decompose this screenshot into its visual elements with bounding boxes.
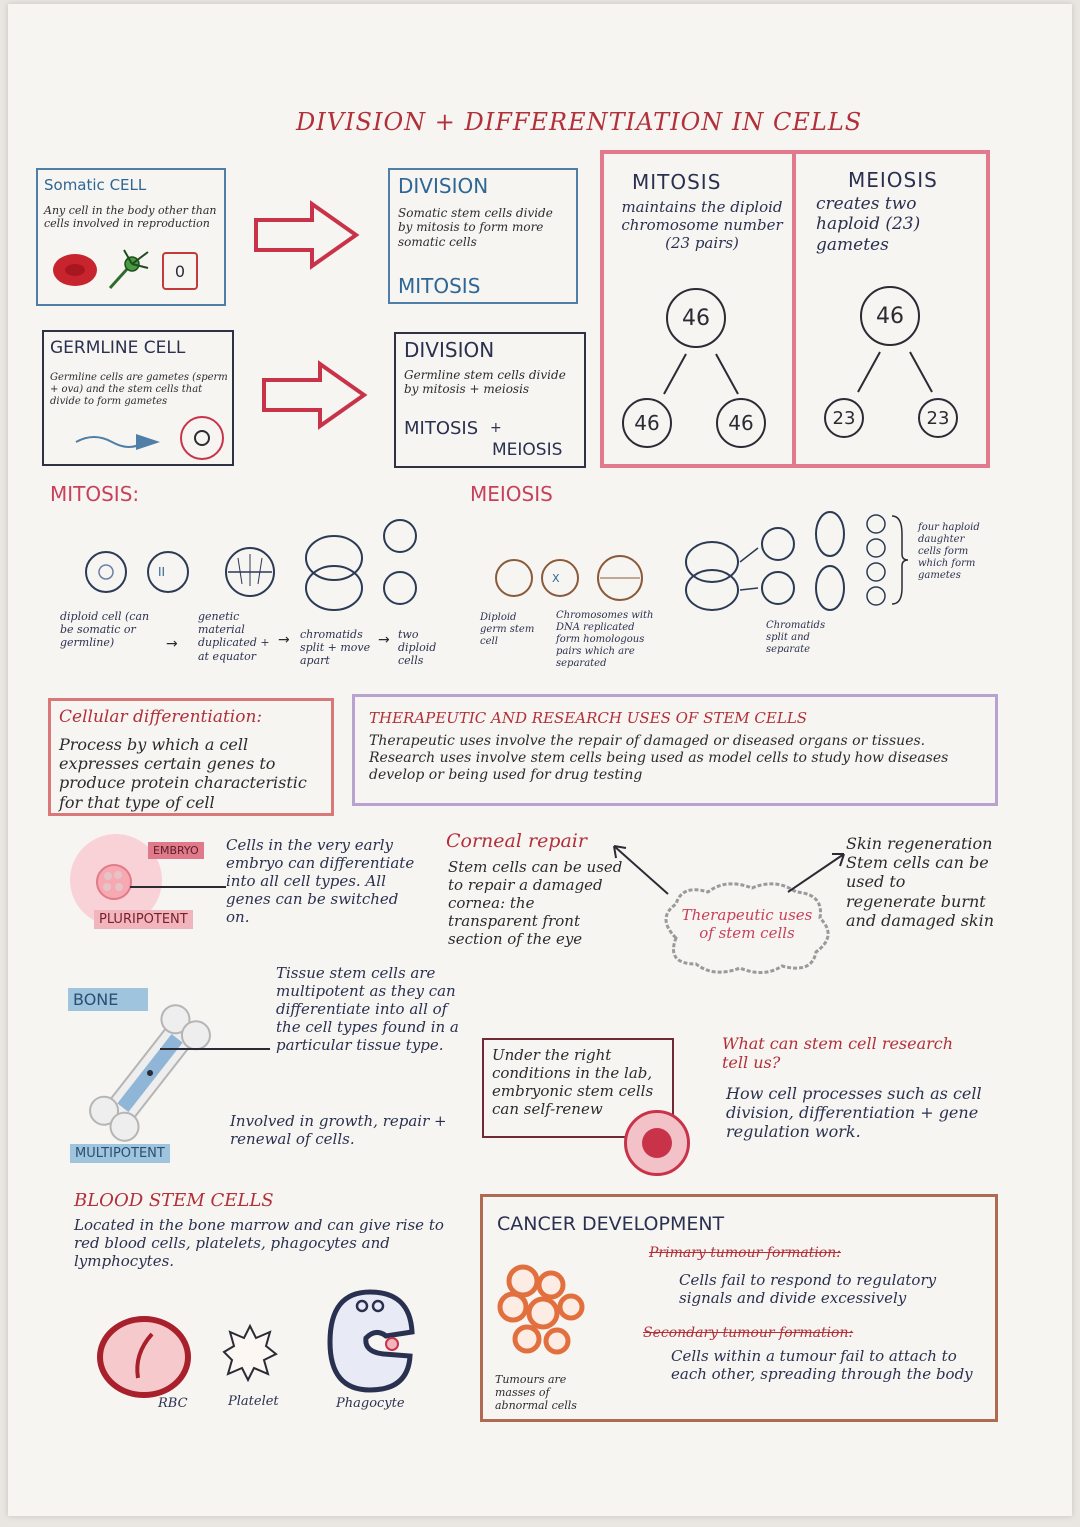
meiosis-parent-value: 46 [876, 303, 904, 329]
self-renew-text: Under the right conditions in the lab, embryonic stem cells can self-renew [492, 1046, 654, 1118]
germline-cell-box [42, 330, 234, 466]
pluripotent-tag: PLURIPOTENT [94, 910, 193, 929]
division-text: Somatic stem cells divide by mitosis to form more somatic cells [398, 206, 553, 249]
ovum-icon [180, 416, 224, 460]
page-title: DIVISION + DIFFERENTIATION IN CELLS [296, 108, 863, 136]
stage-arrow: → [278, 632, 290, 648]
tumour-icon [493, 1259, 593, 1359]
meiosis-child-value: 23 [926, 407, 950, 429]
blood-text: Located in the bone marrow and can give rise to red blood cells, platelets, phagocytes and lymphocytes. [74, 1216, 444, 1270]
mitosis-stage-label: chromatids split + move apart [300, 628, 371, 668]
skin-text: Skin regeneration Stem cells can be used to regenerate burnt and damaged skin [846, 834, 995, 930]
embryo-icon [94, 862, 134, 902]
division-method: MITOSIS [404, 418, 479, 439]
right-arrow-icon [260, 360, 370, 430]
corneal-text: Stem cells can be used to repair a damaged cornea: the transparent front section of the eye [448, 858, 623, 948]
mitosis-meiosis-box [600, 150, 990, 468]
meiosis-child-circle [918, 398, 958, 438]
meiosis-text: creates two haploid (23) gametes [816, 194, 921, 255]
primary-text: Cells fail to respond to regulatory signals and divide excessively [679, 1271, 937, 1307]
platelet-icon [222, 1322, 278, 1382]
uses-heading: THERAPEUTIC AND RESEARCH USES OF STEM CELLS [369, 709, 808, 727]
bone-text: Tissue stem cells are multipotent as they can differentiate into all of the cell types found in a particular tissue type. [276, 964, 459, 1054]
meiosis-child-value: 23 [832, 407, 856, 429]
secondary-heading: Secondary tumour formation: [643, 1325, 854, 1341]
cloud-arrows [598, 834, 858, 914]
right-arrow-icon [252, 200, 362, 270]
stage-arrow: → [378, 632, 390, 648]
meiosis-stage-label: four haploid daughter cells form which form gametes [918, 522, 980, 581]
svg-text:X: X [552, 572, 560, 585]
mitosis-heading: MITOSIS [632, 170, 722, 194]
meiosis-stage-label: Chromosomes with DNA replicated form homologous pairs which are separated [556, 610, 654, 669]
multipotent-tag: MULTIPOTENT [70, 1144, 170, 1163]
meiosis-heading: MEIOSIS [848, 168, 938, 192]
differentiation-box [48, 698, 334, 816]
corneal-heading: Corneal repair [446, 830, 587, 852]
meiosis-branch [818, 348, 968, 398]
phagocyte-label: Phagocyte [336, 1396, 405, 1411]
bone-text: Involved in growth, repair + renewal of cells. [230, 1112, 447, 1148]
stem-cell-icon [624, 1110, 690, 1176]
embryo-pointer [130, 886, 226, 888]
svg-text:II: II [158, 565, 166, 579]
bone-pointer [160, 1048, 270, 1050]
division-germline-box [394, 332, 586, 468]
somatic-cell-box [36, 168, 226, 306]
division-text: Germline stem cells divide by mitosis + meiosis [404, 368, 566, 397]
red-blood-cell-icon [94, 1314, 194, 1400]
division-heading: DIVISION [398, 174, 489, 198]
tumour-label: Tumours are masses of abnormal cells [495, 1373, 577, 1413]
rbc-label: RBC [158, 1396, 188, 1411]
secondary-text: Cells within a tumour fail to attach to each other, spreading through the body [671, 1347, 973, 1383]
bone-tag: BONE [68, 988, 148, 1011]
division-method: MITOSIS [398, 274, 481, 298]
research-heading: What can stem cell research tell us? [722, 1034, 954, 1073]
mitosis-parent-value: 46 [682, 305, 710, 331]
mitosis-parent-circle [666, 288, 726, 348]
platelet-label: Platelet [228, 1394, 279, 1409]
meiosis-stage-label: Chromatids split and separate [766, 620, 826, 655]
neuron-icon [104, 246, 152, 294]
meiosis-parent-circle [860, 286, 920, 346]
mitosis-child-value: 46 [728, 411, 754, 435]
therapeutic-cloud-text: Therapeutic uses of stem cells [681, 906, 813, 942]
uses-box [352, 694, 998, 806]
mitosis-stage-label: two diploid cells [398, 628, 437, 668]
embryo-text: Cells in the very early embryo can differentiate into all cell types. All genes can be switched on. [226, 836, 415, 926]
division-plus: + [490, 420, 502, 436]
somatic-text: Any cell in the body other than cells involved in reproduction [44, 204, 217, 231]
somatic-heading: Somatic CELL [44, 176, 147, 194]
meiosis-diagram-heading: MEIOSIS [470, 482, 553, 506]
division-somatic-box [388, 168, 578, 304]
differentiation-heading: Cellular differentiation: [59, 707, 263, 727]
mitosis-text: maintains the diploid chromosome number (23 pairs) [621, 198, 783, 252]
mitosis-stages-diagram [78, 514, 438, 614]
mitosis-stage-label: diploid cell (can be somatic or germline) [60, 610, 150, 650]
bone-icon [80, 998, 220, 1148]
cancer-box [480, 1194, 998, 1422]
blood-heading: BLOOD STEM CELLS [74, 1190, 274, 1211]
red-blood-cell-icon [50, 250, 100, 290]
mitosis-child-circle [622, 398, 672, 448]
mitosis-child-value: 46 [634, 411, 660, 435]
mitosis-stage-label: genetic material duplicated + at equator [198, 610, 270, 663]
differentiation-text: Process by which a cell expresses certain genes to produce protein characteristic for that type of cell [59, 735, 307, 812]
cell-icon-label: 0 [174, 261, 186, 281]
meiosis-child-circle [824, 398, 864, 438]
mitosis-branch [624, 350, 774, 400]
stage-arrow: → [166, 636, 178, 652]
divider [792, 154, 796, 464]
meiosis-stage-label: Diploid germ stem cell [480, 612, 535, 647]
germline-heading: GERMLINE CELL [50, 338, 186, 358]
sperm-icon [74, 428, 164, 454]
cell-icon-box [162, 252, 198, 290]
research-text: How cell processes such as cell division, differentiation + gene regulation work. [726, 1084, 982, 1142]
mitosis-diagram-heading: MITOSIS: [50, 482, 140, 506]
primary-heading: Primary tumour formation: [649, 1245, 841, 1261]
division-method: MEIOSIS [492, 440, 563, 460]
uses-text: Therapeutic uses involve the repair of damaged or diseased organs or tissues. Research uses involve stem cells being used as model cells to study how diseases develop or being used for drug testing [369, 733, 949, 783]
phagocyte-icon [326, 1286, 416, 1396]
notes-page [8, 4, 1072, 1516]
meiosis-stages-diagram [488, 504, 908, 614]
embryo-tag: EMBRYO [148, 842, 204, 859]
division-heading: DIVISION [404, 338, 495, 362]
germline-text: Germline cells are gametes (sperm + ova) and the stem cells that divide to form gametes [50, 372, 228, 407]
cancer-heading: CANCER DEVELOPMENT [497, 1213, 725, 1235]
mitosis-child-circle [716, 398, 766, 448]
